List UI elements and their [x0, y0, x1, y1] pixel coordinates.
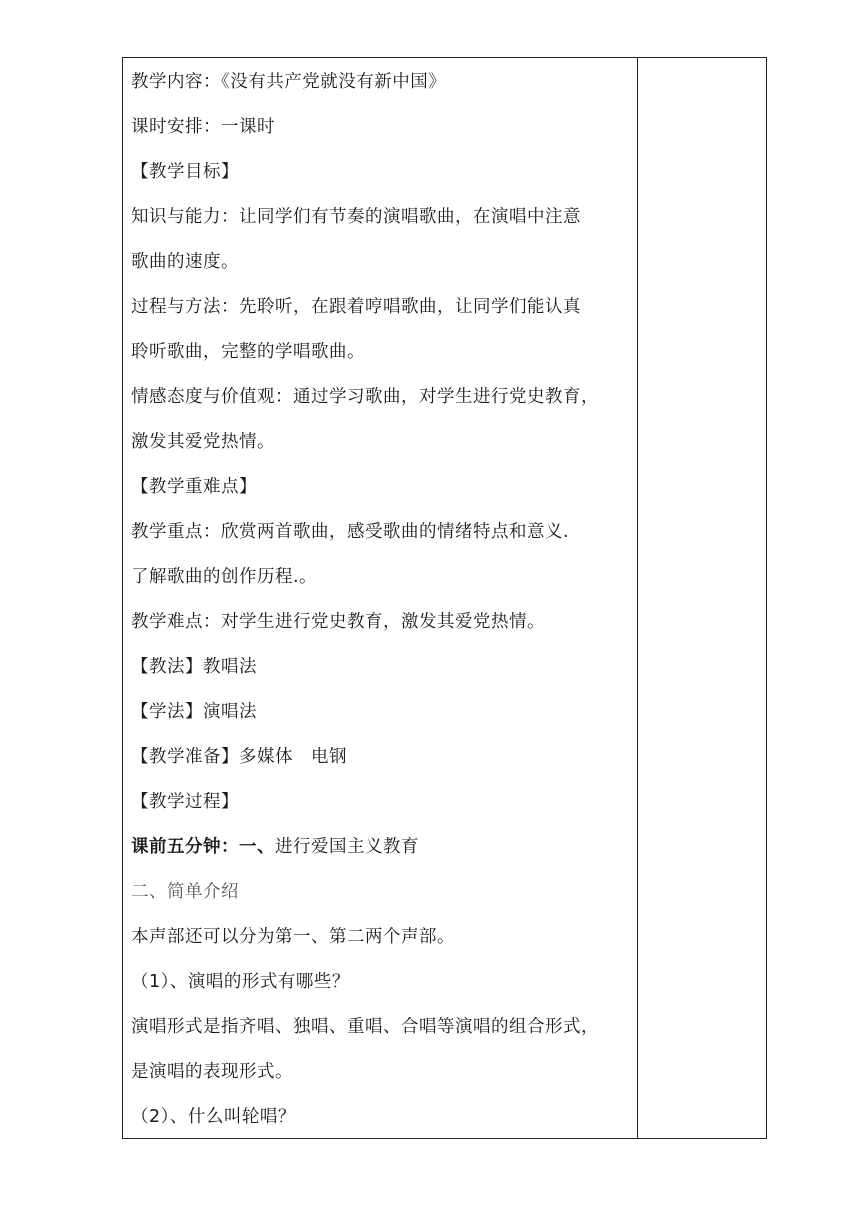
column-divider: [637, 57, 638, 1139]
objectives-heading: 【教学目标】: [131, 162, 239, 182]
knowledge-line-1: 知识与能力：让同学们有节奏的演唱歌曲，在演唱中注意: [131, 207, 581, 227]
process-heading: 【教学过程】: [131, 792, 239, 812]
difficulty-line: 教学难点：对学生进行党史教育，激发其爱党热情。: [131, 612, 545, 632]
pre-class-text: 进行爱国主义教育: [275, 837, 419, 857]
question-2: （2）、什么叫轮唱？: [131, 1107, 296, 1127]
pre-class-line: [131, 829, 631, 874]
question-1: （1）、演唱的形式有哪些？: [131, 972, 350, 992]
pre-class-label: 课前五分钟：一、: [131, 837, 275, 857]
preparation: 【教学准备】多媒体 电钢: [131, 747, 347, 767]
key-point-line-1: 教学重点：欣赏两首歌曲，感受歌曲的情绪特点和意义.: [131, 522, 570, 542]
learning-method: 【学法】演唱法: [131, 702, 257, 722]
intro-heading: 二、简单介绍: [131, 882, 239, 902]
process-method-line-1: 过程与方法：先聆听，在跟着哼唱歌曲，让同学们能认真: [131, 297, 581, 317]
emotion-line-1: 情感态度与价值观：通过学习歌曲，对学生进行党史教育，: [131, 387, 599, 407]
answer-1-line-1: 演唱形式是指齐唱、独唱、重唱、合唱等演唱的组合形式，: [131, 1017, 599, 1037]
answer-1-line-2: 是演唱的表现形式。: [131, 1062, 293, 1082]
emotion-line-2: 激发其爱党热情。: [131, 432, 275, 452]
lesson-content-cell: [131, 64, 631, 1144]
knowledge-line-2: 歌曲的速度。: [131, 252, 239, 272]
teaching-content: 教学内容：《没有共产党就没有新中国》: [131, 72, 447, 92]
process-method-line-2: 聆听歌曲，完整的学唱歌曲。: [131, 342, 365, 362]
teaching-method: 【教法】教唱法: [131, 657, 257, 677]
keypoints-heading: 【教学重难点】: [131, 477, 257, 497]
key-point-line-2: 了解歌曲的创作历程.。: [131, 567, 318, 587]
lesson-schedule: 课时安排：一课时: [131, 117, 275, 137]
voice-parts-line: 本声部还可以分为第一、第二两个声部。: [131, 927, 455, 947]
